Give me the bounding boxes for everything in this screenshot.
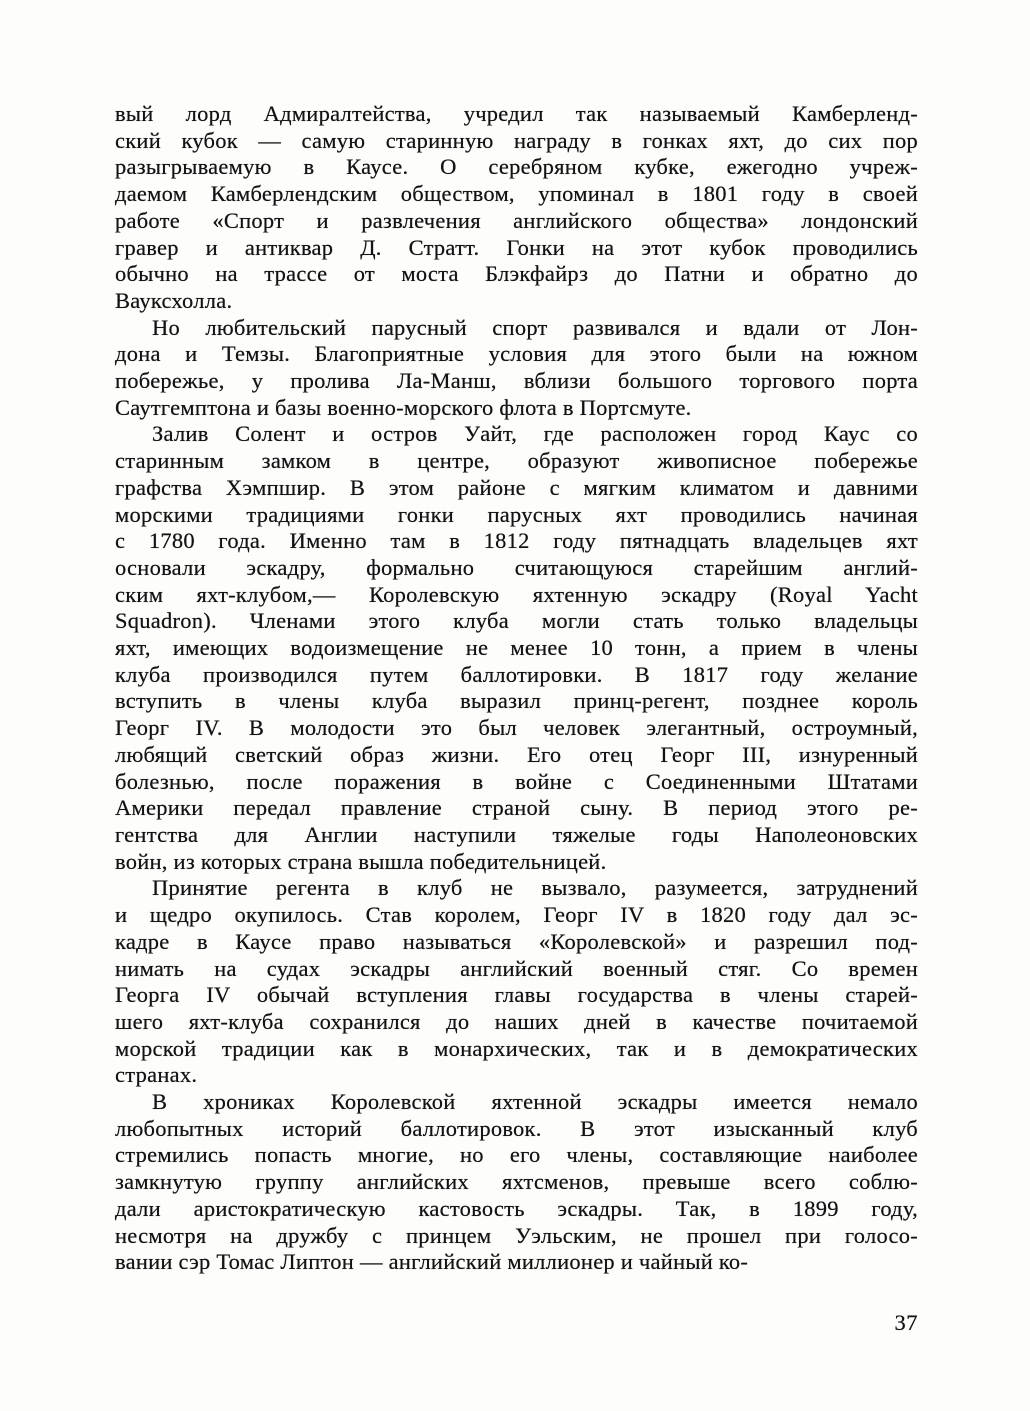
text-line: морской традиции как в монархических, так и в демократических <box>115 1035 918 1061</box>
text-line: вании сэр Томас Липтон — английский миллионер и чайный ко- <box>115 1249 749 1275</box>
text-line: Вауксхолла. <box>115 287 233 313</box>
text-line: гентства для Англии наступили тяжелые годы Наполеоновских <box>115 821 918 847</box>
text-line: замкнутую группу английских яхтсменов, превыше всего соблю- <box>115 1169 918 1195</box>
text-line: стремились попасть многие, но его члены, составляющие наиболее <box>115 1142 918 1168</box>
paragraph <box>115 315 918 422</box>
text-line: с 1780 года. Именно там в 1812 году пятнадцать владельцев яхт <box>115 528 918 554</box>
text-line: любящий светский образ жизни. Его отец Георг III, изнуренный <box>115 741 918 767</box>
text-line: войн, из которых страна вышла победительницей. <box>115 848 607 874</box>
text-line: разыгрываемую в Каусе. О серебряном кубке, ежегодно учреж- <box>115 154 918 180</box>
text-line: дали аристократическую кастовость эскадры. Так, в 1899 году, <box>115 1195 918 1221</box>
text-line: основали эскадру, формально считающуюся старейшим англий- <box>115 554 918 580</box>
text-line: Принятие регента в клуб не вызвало, разумеется, затруднений <box>152 875 918 901</box>
text-line: нимать на судах эскадры английский военный стяг. Со времен <box>115 955 918 981</box>
text-line: странах. <box>115 1062 198 1088</box>
paragraph <box>115 421 918 875</box>
text-line: и щедро окупилось. Став королем, Георг IV в 1820 году дал эс- <box>115 902 918 928</box>
text-line: Squadron). Членами этого клуба могли стать только владельцы <box>115 608 918 634</box>
paragraph <box>115 1089 918 1276</box>
text-line: Залив Солент и остров Уайт, где расположен город Каус со <box>152 421 918 447</box>
text-line: любопытных историй баллотировок. В этот изысканный клуб <box>115 1115 918 1141</box>
page-number: 37 <box>894 1310 918 1335</box>
text-line: кадре в Каусе право называться «Королевской» и разрешил под- <box>115 928 918 954</box>
text-line: старинным замком в центре, образуют живописное побережье <box>115 448 918 474</box>
text-line: ский кубок — самую старинную награду в гонках яхт, до сих пор <box>115 127 918 153</box>
text-line: яхт, имеющих водоизмещение не менее 10 тонн, а прием в члены <box>115 635 918 661</box>
text-line: даемом Камберлендским обществом, упоминал в 1801 году в своей <box>115 181 918 207</box>
text-line: вый лорд Адмиралтейства, учредил так называемый Камберленд- <box>115 101 918 126</box>
text-line: Америки передал правление страной сыну. В период этого ре- <box>115 795 918 821</box>
text-line: дона и Темзы. Благоприятные условия для этого были на южном <box>115 341 918 367</box>
text-line: Георга IV обычай вступления главы государства в члены старей- <box>115 982 918 1008</box>
text-line: графства Хэмпшир. В этом районе с мягким климатом и давними <box>115 474 918 500</box>
text-line: вступить в члены клуба выразил принц-регент, позднее король <box>115 688 918 714</box>
text-line: побережье, у пролива Ла-Манш, вблизи большого торгового порта <box>115 368 918 394</box>
text-line: обычно на трассе от моста Блэкфайрз до Патни и обратно до <box>115 261 918 287</box>
text-line: Георг IV. В молодости это был человек элегантный, остроумный, <box>115 715 918 741</box>
text-line: шего яхт-клуба сохранился до наших дней в качестве почитаемой <box>115 1008 918 1034</box>
text-line: Саутгемптона и базы военно-морского флота в Портсмуте. <box>115 394 692 420</box>
page-text-block <box>115 101 918 1276</box>
text-line: морскими традициями гонки парусных яхт проводились начиная <box>115 501 918 527</box>
text-line: болезнью, после поражения в войне с Соединенными Штатами <box>115 768 918 794</box>
paragraph <box>115 875 918 1089</box>
text-line: В хрониках Королевской яхтенной эскадры имеется немало <box>152 1089 918 1115</box>
text-line: клуба производился путем баллотировки. В 1817 году желание <box>115 661 918 687</box>
text-line: ским яхт-клубом,— Королевскую яхтенную эскадру (Royal Yacht <box>115 581 918 607</box>
text-line: гравер и антиквар Д. Стратт. Гонки на этот кубок проводились <box>115 234 918 260</box>
text-line: работе «Спорт и развлечения английского общества» лондонский <box>115 207 918 233</box>
paragraph <box>115 101 918 315</box>
text-line: несмотря на дружбу с принцем Уэльским, не прошел при голосо- <box>115 1222 918 1248</box>
text-line: Но любительский парусный спорт развивался и вдали от Лон- <box>152 314 918 340</box>
